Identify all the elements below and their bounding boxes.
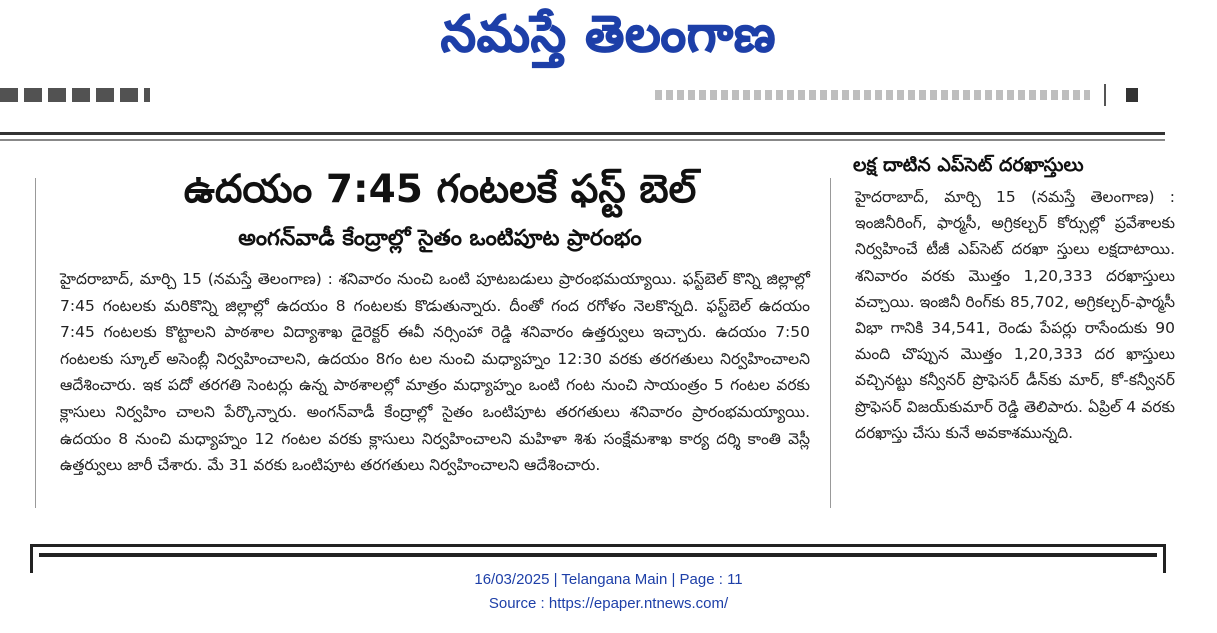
dateline-divider xyxy=(1104,84,1106,106)
sidebar-article-headline: లక్ష దాటిన ఎప్‌సెట్ దరఖాస్తులు xyxy=(853,154,1084,176)
header-rule-thick xyxy=(0,132,1165,135)
cropped-dateline xyxy=(655,90,1090,100)
source-link[interactable]: Source : https://epaper.ntnews.com/ xyxy=(488,595,729,612)
masthead-title: నమస్తే తెలంగాణ xyxy=(440,4,777,63)
article-headline: ఉదయం 7:45 గంటలకే ఫస్ట్ బెల్ xyxy=(183,167,697,212)
ad-box-inner-rule xyxy=(39,553,1157,557)
left-column-divider xyxy=(35,178,36,508)
sidebar-article-body: హైదరాబాద్, మార్చి 15 (నమస్తే తెలంగాణ) : ఇంజినీరింగ్, ఫార్మసీ, అగ్రికల్చర్ కోర్సుల్లో ప్రవేశాలకు నిర్వహించే టీజీ ఎప్‌సెట్ దరఖా స్తులు లక్షదాటాయి. శనివారం వరకు మొత్తం 1,20,333 దరఖాస్తులు వచ్చాయి. ఇంజినీ రింగ్‌కు 85,702, అగ్రికల్చర్-ఫార్మసీ విభా గానికి 34,541, రెండు పేపర్లు రాసేందుకు 90 మంది చొప్పున మొత్తం 1,20,333 దర ఖాస్తులు వచ్చినట్టు కన్వీనర్ ప్రొఫెసర్ డీన్‌కు మార్, కో-కన్వీనర్ ప్రొఫెసర్ విజయ్‌కుమార్ రెడ్డి తెలిపారు. ఏప్రిల్ 4 వరకు దరఖాస్తు చేసు కునే అవకాశమున్నది. xyxy=(855,188,1175,442)
bottom-ad-box xyxy=(30,544,1166,573)
cropped-page-label xyxy=(0,88,150,102)
edition-info: 16/03/2025 | Telangana Main | Page : 11 xyxy=(474,571,743,588)
dateline-strip xyxy=(0,82,1165,108)
cropped-page-number xyxy=(1126,88,1138,102)
newspaper-masthead xyxy=(0,0,1217,80)
header-rule-thin xyxy=(0,139,1165,141)
article-body: హైదరాబాద్, మార్చి 15 (నమస్తే తెలంగాణ) : శనివారం నుంచి ఒంటి పూటబడులు ప్రారంభమయ్యాయి. ఫస్ట్‌బెల్ కొన్ని జిల్లాల్లో 7:45 గంటలకు మరికొన్ని జిల్లాల్లో ఉదయం 8 గంటలకు కొడుతున్నారు. దీంతో గంద రగోళం నెలకొన్నది. ఫస్ట్‌బెల్ ఉదయం 7:45 గంటలకు కొట్టాలని పాఠశాల విద్యాశాఖ డైరెక్టర్ ఈవీ నర్సింహా రెడ్డి శనివారం ఉత్తర్వులు ఇచ్చారు. ఉదయం 7:50 గంటలకు స్కూల్ అసెంబ్లీ నిర్వహించాలని, ఉదయం 8గం టల నుంచి మధ్యాహ్నం 12:30 వరకు తరగతులు నిర్వహించాలని ఆదేశించారు. ఇక పదో తరగతి సెంటర్లు ఉన్న పాఠశాలల్లో మాత్రం మధ్యాహ్నం ఒంటి గంట నుంచి సాయంత్రం 5 గంటల వరకు క్లాసులు నిర్వహిం చాలని పేర్కొన్నారు. అంగన్‌వాడీ కేంద్రాల్లో సైతం ఒంటిపూట తరగతులు శనివారం ప్రారంభమయ్యాయి. ఉదయం 8 నుంచి మధ్యాహ్నం 12 గంటల వరకు క్లాసులు నిర్వహించాలని మహిళా శిశు సంక్షేమశాఖ కార్య దర్శి కాంతి వెస్లీ ఉత్తర్వులు జారీ చేశారు. మే 31 వరకు ఒంటిపూట తరగతులు నిర్వహించాలని ఆదేశించారు. xyxy=(60,270,810,475)
article-subheadline: అంగన్‌వాడీ కేంద్రాల్లో సైతం ఒంటిపూట ప్రారంభం xyxy=(238,226,642,251)
column-divider xyxy=(830,178,831,508)
